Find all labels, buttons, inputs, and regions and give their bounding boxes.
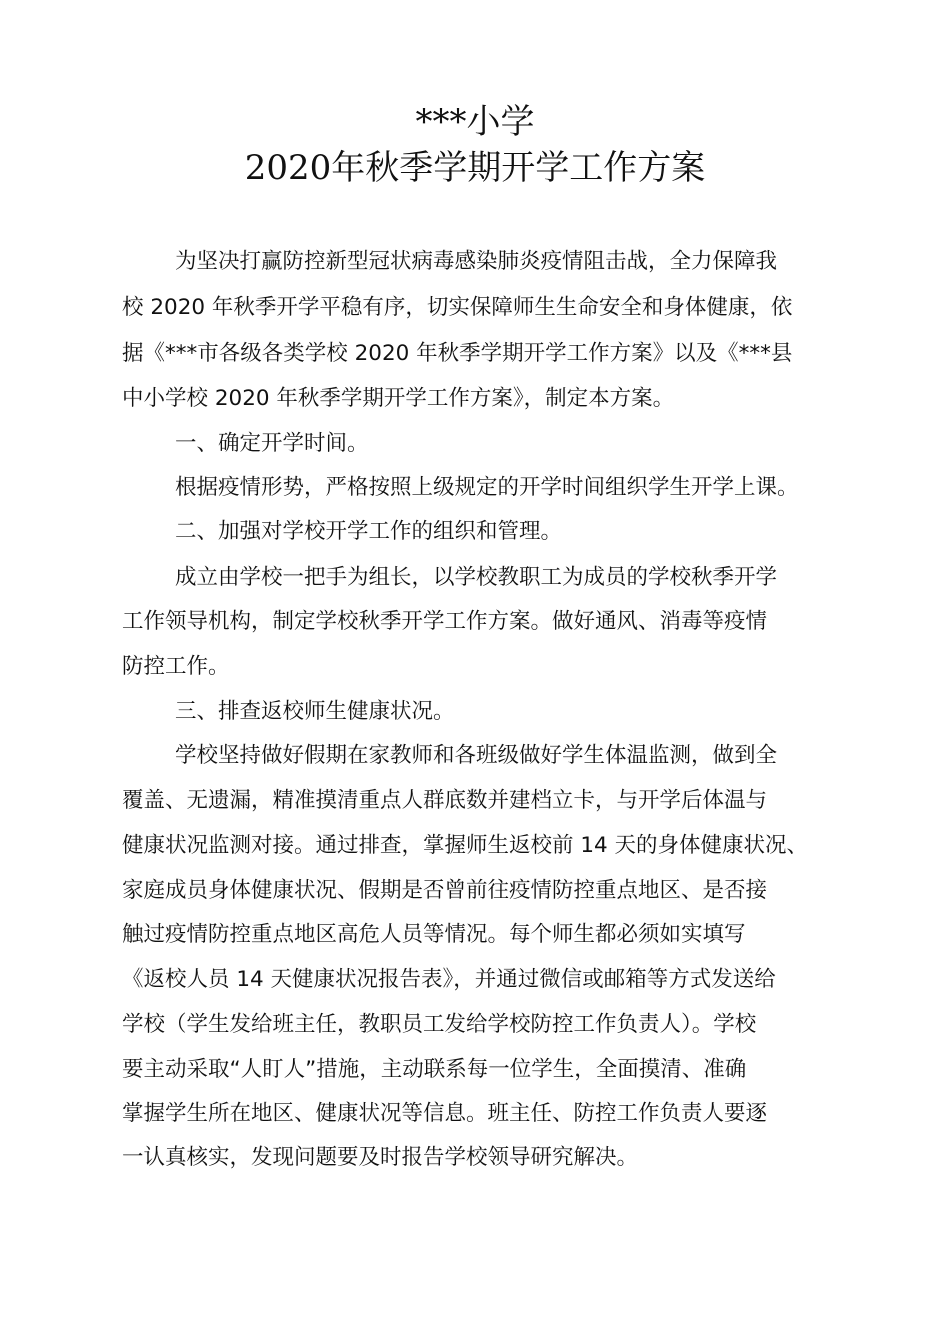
section-heading: 一、确定开学时间。 bbox=[175, 431, 369, 456]
section-body-line: 根据疫情形势，严格按照上级规定的开学时间组织学生开学上课。 bbox=[175, 475, 799, 500]
intro-line: 校 2020 年秋季开学平稳有序，切实保障师生生命安全和身体健康，依 bbox=[122, 295, 793, 320]
document-title-plan: 2020年秋季学期开学工作方案 bbox=[244, 148, 706, 188]
section-body-line: 要主动采取“人盯人”措施，主动联系每一位学生，全面摸清、准确 bbox=[122, 1057, 747, 1082]
section-body-line: 学校坚持做好假期在家教师和各班级做好学生体温监测，做到全 bbox=[175, 743, 778, 768]
document-title-school: ***小学 bbox=[415, 102, 535, 142]
section-heading: 三、排查返校师生健康状况。 bbox=[175, 699, 455, 724]
intro-line: 为坚决打赢防控新型冠状病毒感染肺炎疫情阻击战，全力保障我 bbox=[175, 249, 778, 274]
section-body-line: 触过疫情防控重点地区高危人员等情况。每个师生都必须如实填写 bbox=[122, 922, 746, 947]
section-body-line: 防控工作。 bbox=[122, 654, 230, 679]
section-body-line: 学校（学生发给班主任，教职员工发给学校防控工作负责人）。学校 bbox=[122, 1012, 757, 1037]
section-body-line: 家庭成员身体健康状况、假期是否曾前往疫情防控重点地区、是否接 bbox=[122, 878, 768, 903]
section-body-line: 成立由学校一把手为组长，以学校教职工为成员的学校秋季开学 bbox=[175, 565, 778, 590]
intro-line: 中小学校 2020 年秋季学期开学工作方案》，制定本方案。 bbox=[122, 386, 675, 411]
section-body-line: 《返校人员 14 天健康状况报告表》，并通过微信或邮箱等方式发送给 bbox=[122, 967, 776, 992]
section-body-line: 覆盖、无遗漏，精准摸清重点人群底数并建档立卡，与开学后体温与 bbox=[122, 788, 768, 813]
intro-line: 据《***市各级各类学校 2020 年秋季学期开学工作方案》以及《***县 bbox=[122, 341, 793, 366]
section-body-line: 工作领导机构，制定学校秋季开学工作方案。做好通风、消毒等疫情 bbox=[122, 609, 768, 634]
section-body-line: 掌握学生所在地区、健康状况等信息。班主任、防控工作负责人要逐 bbox=[122, 1101, 768, 1126]
section-heading: 二、加强对学校开学工作的组织和管理。 bbox=[175, 519, 563, 544]
section-body-line: 一认真核实，发现问题要及时报告学校领导研究解决。 bbox=[122, 1145, 639, 1170]
section-body-line: 健康状况监测对接。通过排查，掌握师生返校前 14 天的身体健康状况、 bbox=[122, 833, 809, 858]
